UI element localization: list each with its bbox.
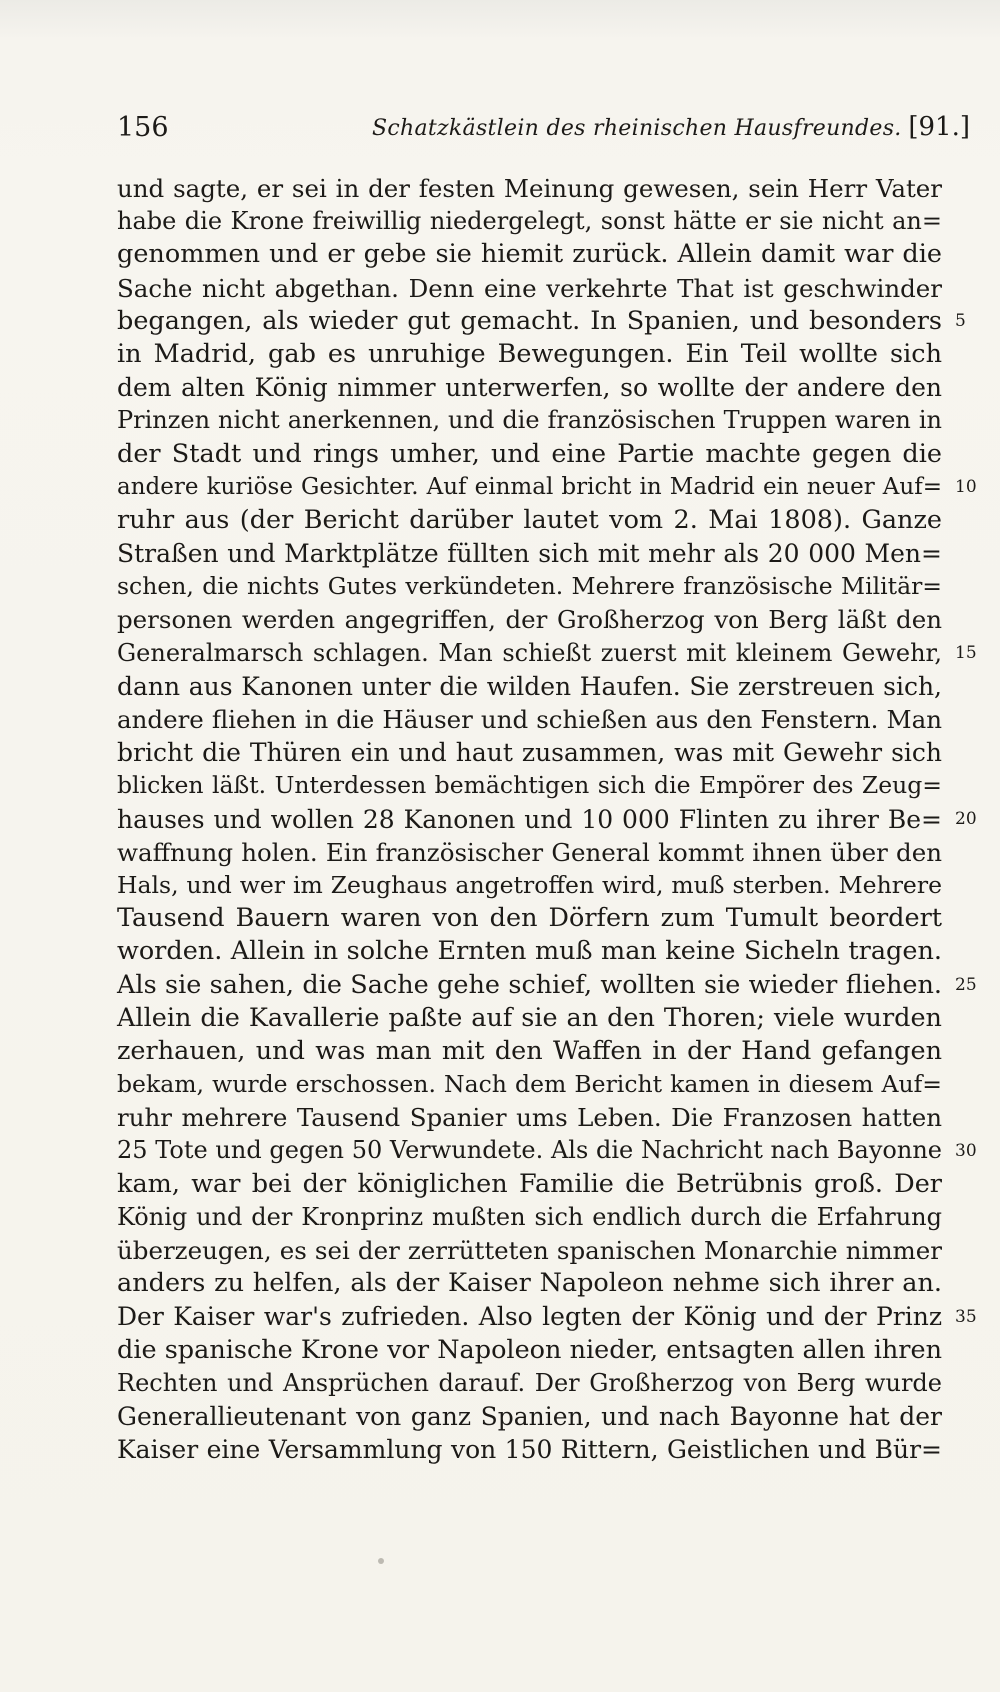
running-title: Schatzkästlein des rheinischen Hausfreundes. [372, 116, 902, 141]
text-line: worden. Allein in solche Ernten muß man keine Sicheln tragen. [117, 936, 942, 967]
text-line: andere fliehen in die Häuser und schießen aus den Fenstern. Man [117, 705, 942, 734]
text-line: Tausend Bauern waren von den Dörfern zum Tumult beordert [117, 903, 942, 934]
text-line: ruhr aus (der Bericht darüber lautet vom 2. Mai 1808). Ganze [117, 504, 942, 535]
text-line: Der Kaiser war's zufrieden. Also legten der König und der Prinz [117, 1302, 942, 1332]
text-line: Generallieutenant von ganz Spanien, und nach Bayonne hat der [117, 1401, 942, 1431]
paper-speck [378, 1558, 384, 1564]
margin-line-number: 15 [955, 642, 977, 663]
margin-line-number: 10 [955, 476, 977, 497]
margin-line-number: 30 [955, 1140, 977, 1161]
text-line: dem alten König nimmer unterwerfen, so wollte der andere den [117, 373, 942, 403]
text-line: personen werden angegriffen, der Großherzog von Berg läßt den [117, 605, 942, 635]
text-line: Kaiser eine Versammlung von 150 Rittern, Geistlichen und Bür= [117, 1435, 942, 1465]
text-line: der Stadt und rings umher, und eine Partie machte gegen die [117, 438, 942, 469]
margin-line-number: 20 [955, 808, 977, 829]
body-text [117, 172, 942, 1466]
text-line: ruhr mehrere Tausend Spanier ums Leben. Die Franzosen hatten [117, 1103, 942, 1133]
text-line: hauses und wollen 28 Kanonen und 10 000 Flinten zu ihrer Be= [117, 804, 942, 834]
text-line: und sagte, er sei in der festen Meinung gewesen, sein Herr Vater [117, 174, 942, 203]
page-number: 156 [117, 112, 169, 143]
section-reference: [91.] [908, 112, 970, 142]
text-line: andere kuriöse Gesichter. Auf einmal bricht in Madrid ein neuer Auf= [117, 473, 942, 500]
text-line: Generalmarsch schlagen. Man schießt zuerst mit kleinem Gewehr, [117, 638, 942, 667]
text-line: genommen und er gebe sie hiemit zurück. Allein damit war die [117, 239, 942, 270]
text-line: überzeugen, es sei der zerrütteten spanischen Monarchie nimmer [117, 1236, 942, 1265]
text-line: bekam, wurde erschossen. Nach dem Bericht kamen in diesem Auf= [117, 1070, 942, 1099]
text-line: blicken läßt. Unterdessen bemächtigen sich die Empörer des Zeug= [117, 771, 942, 800]
text-line: Sache nicht abgethan. Denn eine verkehrte That ist geschwinder [117, 273, 942, 303]
text-line: begangen, als wieder gut gemacht. In Spanien, und besonders [117, 305, 942, 336]
text-line: anders zu helfen, als der Kaiser Napoleon nehme sich ihrer an. [117, 1268, 942, 1299]
text-line: Hals, und wer im Zeughaus angetroffen wird, muß sterben. Mehrere [117, 870, 942, 899]
text-line: zerhauen, und was man mit den Waffen in der Hand gefangen [117, 1035, 942, 1066]
margin-line-number: 35 [955, 1306, 977, 1327]
text-line: waffnung holen. Ein französischer General kommt ihnen über den [117, 837, 942, 867]
text-line: bricht die Thüren ein und haut zusammen, was mit Gewehr sich [117, 738, 942, 768]
page-header [117, 112, 972, 152]
margin-line-number: 5 [955, 310, 966, 331]
text-line: Prinzen nicht anerkennen, und die französischen Truppen waren in [117, 406, 942, 435]
text-line: schen, die nichts Gutes verkündeten. Mehrere französische Militär= [117, 572, 942, 601]
text-line: Als sie sahen, die Sache gehe schief, wollten sie wieder fliehen. [117, 969, 942, 1000]
text-line: kam, war bei der königlichen Familie die Betrübnis groß. Der [117, 1168, 942, 1199]
text-line: 25 Tote und gegen 50 Verwundete. Als die Nachricht nach Bayonne [117, 1136, 942, 1165]
text-line: dann aus Kanonen unter die wilden Haufen. Sie zerstreuen sich, [117, 671, 942, 701]
margin-line-number: 25 [955, 974, 977, 995]
text-line: Allein die Kavallerie paßte auf sie an den Thoren; viele wurden [117, 1002, 942, 1033]
text-line: König und der Kronprinz mußten sich endlich durch die Erfahrung [117, 1202, 942, 1231]
text-line: Rechten und Ansprüchen darauf. Der Großherzog von Berg wurde [117, 1368, 942, 1397]
text-line: in Madrid, gab es unruhige Bewegungen. Ein Teil wollte sich [117, 338, 942, 369]
text-line: habe die Krone freiwillig niedergelegt, sonst hätte er sie nicht an= [117, 207, 942, 236]
text-line: Straßen und Marktplätze füllten sich mit mehr als 20 000 Men= [117, 539, 942, 569]
text-line: die spanische Krone vor Napoleon nieder, entsagten allen ihren [117, 1334, 942, 1365]
